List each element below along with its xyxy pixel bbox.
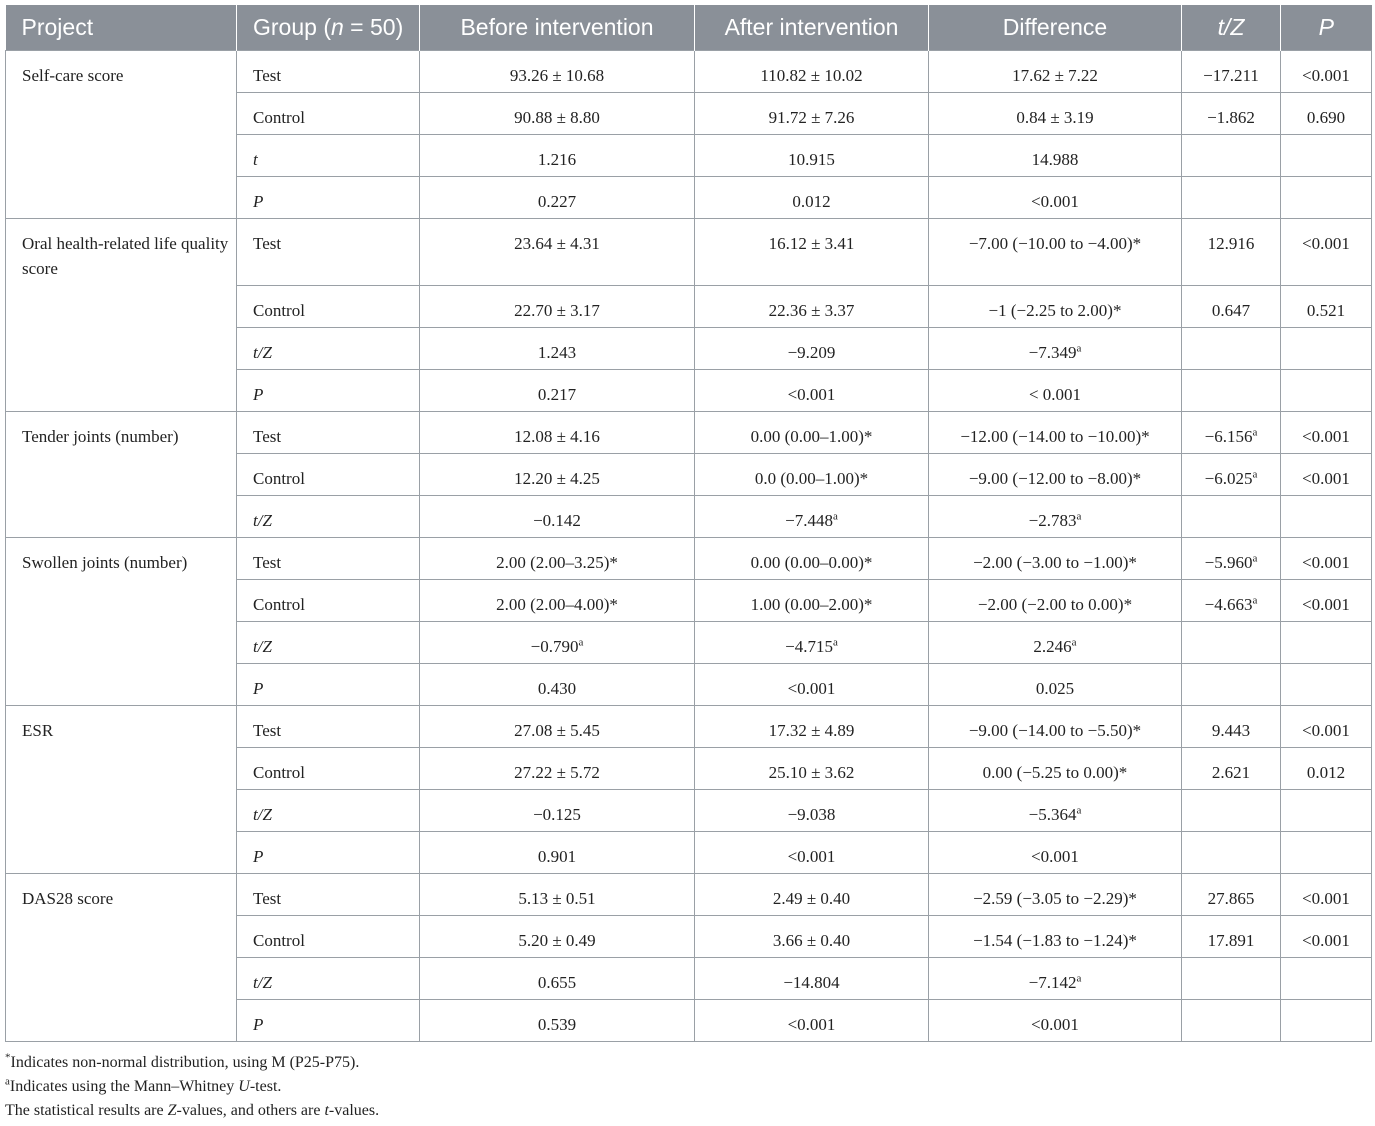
- tz-cell: [1182, 177, 1281, 219]
- tz-value: −6.025: [1204, 469, 1253, 488]
- before-cell: [420, 1000, 695, 1042]
- diff-cell: [929, 622, 1182, 664]
- tz-cell: [1182, 286, 1281, 328]
- before-cell: [420, 958, 695, 1000]
- group-value: Test: [253, 553, 282, 572]
- before-value: 27.08 ± 5.45: [514, 721, 600, 740]
- after-value: 0.00 (0.00–1.00)*: [750, 427, 873, 446]
- before-cell: [420, 580, 695, 622]
- table-row: [6, 51, 1372, 93]
- tz-cell: [1182, 496, 1281, 538]
- diff-value: −9.00 (−12.00 to −8.00)*: [968, 469, 1142, 488]
- diff-cell: [929, 177, 1182, 219]
- before-value: 93.26 ± 10.68: [509, 66, 605, 85]
- after-cell: [695, 706, 929, 748]
- tz-cell: [1182, 790, 1281, 832]
- diff-value: −7.00 (−10.00 to −4.00)*: [968, 234, 1142, 253]
- p-cell: [1281, 748, 1372, 790]
- before-value: 23.64 ± 4.31: [514, 234, 600, 253]
- before-value: 0.217: [537, 385, 577, 404]
- before-value: 2.00 (2.00–4.00)*: [496, 595, 618, 614]
- before-value: −0.125: [533, 805, 581, 824]
- diff-value: 2.246: [1033, 637, 1072, 656]
- tz-value: −1.862: [1207, 108, 1255, 127]
- footnote-a: $^a$Indicates using the Mann–Whitney U-test.: [5, 1075, 282, 1095]
- before-cell: [420, 538, 695, 580]
- before-cell: [420, 93, 695, 135]
- table-footnotes: [5, 1051, 379, 1123]
- diff-cell: [929, 51, 1182, 93]
- group-value: Control: [253, 108, 305, 127]
- tz-cell: [1182, 832, 1281, 874]
- header-row: [6, 5, 1372, 51]
- after-cell: [695, 538, 929, 580]
- superscript-mark: a: [1252, 426, 1258, 439]
- superscript-mark: a: [1076, 972, 1082, 985]
- before-value: 5.13 ± 0.51: [518, 889, 596, 908]
- after-cell: [695, 219, 929, 286]
- before-cell: [420, 135, 695, 177]
- p-cell: [1281, 454, 1372, 496]
- after-cell: [695, 664, 929, 706]
- after-cell: [695, 580, 929, 622]
- group-value: P: [253, 1015, 264, 1034]
- diff-cell: [929, 454, 1182, 496]
- before-value: 5.20 ± 0.49: [518, 931, 596, 950]
- before-cell: [420, 177, 695, 219]
- project-label: Self-care score: [22, 66, 124, 85]
- p-value: <0.001: [1302, 469, 1350, 488]
- after-value: 10.915: [788, 150, 835, 169]
- p-value: <0.001: [1302, 595, 1350, 614]
- header-p: P: [1281, 5, 1372, 51]
- after-value: 25.10 ± 3.62: [768, 763, 855, 782]
- after-value: −4.715: [785, 637, 833, 656]
- before-value: −0.142: [533, 511, 581, 530]
- project-cell: [6, 538, 237, 706]
- diff-cell: [929, 93, 1182, 135]
- diff-value: <0.001: [1031, 847, 1079, 866]
- tz-cell: [1182, 748, 1281, 790]
- diff-value: −9.00 (−14.00 to −5.50)*: [968, 721, 1142, 740]
- group-cell: [237, 135, 420, 177]
- diff-value: −12.00 (−14.00 to −10.00)*: [960, 427, 1150, 446]
- project-cell: [6, 51, 237, 219]
- p-cell: [1281, 219, 1372, 286]
- superscript-mark: a: [1252, 552, 1258, 565]
- before-value: 12.08 ± 4.16: [514, 427, 600, 446]
- group-cell: [237, 412, 420, 454]
- table-row: [6, 538, 1372, 580]
- group-value: t/Z: [253, 973, 272, 992]
- after-cell: [695, 790, 929, 832]
- group-cell: [237, 496, 420, 538]
- project-cell: [6, 412, 237, 538]
- diff-cell: [929, 286, 1182, 328]
- p-cell: [1281, 832, 1372, 874]
- tz-cell: [1182, 706, 1281, 748]
- after-value: −9.209: [787, 343, 836, 362]
- diff-cell: [929, 832, 1182, 874]
- after-value: 3.66 ± 0.40: [772, 931, 851, 950]
- superscript-mark: a: [1252, 468, 1258, 481]
- tz-cell: [1182, 135, 1281, 177]
- project-label: Oral health-related life quality score: [22, 234, 229, 278]
- p-cell: [1281, 93, 1372, 135]
- p-value: <0.001: [1302, 66, 1350, 85]
- after-value: 22.36 ± 3.37: [768, 301, 855, 320]
- header-group: Group (n = 50): [237, 5, 420, 51]
- before-cell: [420, 328, 695, 370]
- diff-cell: [929, 664, 1182, 706]
- header-after: After intervention: [695, 5, 929, 51]
- before-cell: [420, 874, 695, 916]
- group-cell: [237, 328, 420, 370]
- group-value: Control: [253, 595, 305, 614]
- group-value: Control: [253, 301, 305, 320]
- after-cell: [695, 93, 929, 135]
- after-cell: [695, 370, 929, 412]
- footnote-values: The statistical results are Z-values, and others are t-values.: [5, 1102, 380, 1119]
- group-value: t/Z: [253, 343, 272, 362]
- superscript-mark: a: [1076, 342, 1082, 355]
- p-value: <0.001: [1302, 234, 1350, 253]
- p-cell: [1281, 538, 1372, 580]
- results-table: [5, 5, 1372, 1042]
- diff-value: 0.025: [1035, 679, 1075, 698]
- before-value: 12.20 ± 4.25: [514, 469, 600, 488]
- diff-value: −2.00 (−3.00 to −1.00)*: [973, 553, 1137, 572]
- tz-cell: [1182, 51, 1281, 93]
- p-cell: [1281, 412, 1372, 454]
- diff-value: −1 (−2.25 to 2.00)*: [988, 301, 1122, 320]
- diff-value: −1.54 (−1.83 to −1.24)*: [973, 931, 1137, 950]
- tz-value: −4.663: [1204, 595, 1253, 614]
- after-value: <0.001: [787, 1015, 836, 1034]
- group-cell: [237, 1000, 420, 1042]
- header-difference: Difference: [929, 5, 1182, 51]
- after-value: 1.00 (0.00–2.00)*: [750, 595, 873, 614]
- after-cell: [695, 1000, 929, 1042]
- table-row: [6, 412, 1372, 454]
- diff-value: −2.783: [1028, 511, 1077, 530]
- diff-value: 14.988: [1031, 150, 1079, 169]
- before-cell: [420, 51, 695, 93]
- table-row: [6, 219, 1372, 286]
- after-cell: [695, 874, 929, 916]
- after-value: 16.12 ± 3.41: [768, 234, 855, 253]
- diff-value: < 0.001: [1028, 385, 1082, 404]
- tz-cell: [1182, 370, 1281, 412]
- group-value: t/Z: [253, 637, 272, 656]
- tz-value: 27.865: [1207, 889, 1255, 908]
- before-cell: [420, 832, 695, 874]
- p-value: 0.012: [1306, 763, 1346, 782]
- diff-cell: [929, 496, 1182, 538]
- before-cell: [420, 664, 695, 706]
- after-cell: [695, 832, 929, 874]
- before-cell: [420, 496, 695, 538]
- p-cell: [1281, 1000, 1372, 1042]
- after-cell: [695, 454, 929, 496]
- header-before: Before intervention: [420, 5, 695, 51]
- table-row: [6, 706, 1372, 748]
- p-value: 0.521: [1306, 301, 1346, 320]
- group-value: t: [253, 150, 258, 169]
- before-value: 1.243: [537, 343, 577, 362]
- p-cell: [1281, 874, 1372, 916]
- before-value: 0.901: [537, 847, 577, 866]
- p-cell: [1281, 580, 1372, 622]
- diff-cell: [929, 1000, 1182, 1042]
- p-cell: [1281, 622, 1372, 664]
- p-cell: [1281, 51, 1372, 93]
- group-value: Test: [253, 721, 282, 740]
- before-cell: [420, 454, 695, 496]
- after-value: 2.49 ± 0.40: [772, 889, 851, 908]
- p-cell: [1281, 790, 1372, 832]
- diff-cell: [929, 219, 1182, 286]
- project-label: ESR: [22, 721, 54, 740]
- diff-cell: [929, 580, 1182, 622]
- before-value: 0.655: [537, 973, 577, 992]
- header-tz: t/Z: [1182, 5, 1281, 51]
- group-value: Control: [253, 931, 305, 950]
- group-value: Test: [253, 66, 282, 85]
- project-cell: [6, 874, 237, 1042]
- results-table-container: [5, 5, 1371, 1042]
- diff-value: <0.001: [1031, 1015, 1079, 1034]
- tz-value: −17.211: [1203, 66, 1259, 85]
- p-cell: [1281, 286, 1372, 328]
- group-value: Test: [253, 234, 282, 253]
- after-cell: [695, 748, 929, 790]
- diff-cell: [929, 412, 1182, 454]
- after-value: 0.012: [792, 192, 831, 211]
- p-cell: [1281, 496, 1372, 538]
- before-cell: [420, 219, 695, 286]
- tz-value: 2.621: [1211, 763, 1251, 782]
- tz-cell: [1182, 622, 1281, 664]
- tz-cell: [1182, 219, 1281, 286]
- p-cell: [1281, 664, 1372, 706]
- p-cell: [1281, 370, 1372, 412]
- tz-value: 9.443: [1211, 721, 1251, 740]
- before-cell: [420, 370, 695, 412]
- p-cell: [1281, 135, 1372, 177]
- group-cell: [237, 580, 420, 622]
- diff-value: <0.001: [1031, 192, 1079, 211]
- after-value: 0.00 (0.00–0.00)*: [750, 553, 873, 572]
- before-cell: [420, 286, 695, 328]
- superscript-mark: a: [1252, 594, 1258, 607]
- before-value: 1.216: [537, 150, 577, 169]
- group-value: Control: [253, 763, 305, 782]
- project-label: DAS28 score: [22, 889, 114, 908]
- before-value: 90.88 ± 8.80: [514, 108, 600, 127]
- after-cell: [695, 286, 929, 328]
- before-value: −0.790: [530, 637, 579, 656]
- group-cell: [237, 916, 420, 958]
- superscript-mark: a: [832, 510, 838, 523]
- p-cell: [1281, 916, 1372, 958]
- header-project: Project: [6, 5, 237, 51]
- after-value: 17.32 ± 4.89: [768, 721, 855, 740]
- table-row: [6, 874, 1372, 916]
- tz-value: 17.891: [1207, 931, 1255, 950]
- group-cell: [237, 874, 420, 916]
- after-cell: [695, 135, 929, 177]
- group-value: t/Z: [253, 805, 272, 824]
- diff-cell: [929, 790, 1182, 832]
- diff-value: −2.00 (−2.00 to 0.00)*: [977, 595, 1133, 614]
- diff-cell: [929, 958, 1182, 1000]
- p-cell: [1281, 328, 1372, 370]
- tz-cell: [1182, 93, 1281, 135]
- before-value: 2.00 (2.00–3.25)*: [496, 553, 618, 572]
- p-value: <0.001: [1302, 721, 1350, 740]
- group-cell: [237, 664, 420, 706]
- diff-cell: [929, 874, 1182, 916]
- tz-cell: [1182, 958, 1281, 1000]
- diff-cell: [929, 328, 1182, 370]
- before-cell: [420, 790, 695, 832]
- before-value: 0.430: [537, 679, 577, 698]
- group-cell: [237, 958, 420, 1000]
- before-cell: [420, 748, 695, 790]
- group-cell: [237, 454, 420, 496]
- superscript-mark: a: [578, 636, 584, 649]
- group-cell: [237, 370, 420, 412]
- group-value: P: [253, 385, 264, 404]
- before-cell: [420, 622, 695, 664]
- after-value: <0.001: [787, 385, 836, 404]
- group-value: Control: [253, 469, 305, 488]
- table-body: [6, 51, 1372, 1042]
- after-value: −14.804: [783, 973, 840, 992]
- diff-value: −5.364: [1028, 805, 1077, 824]
- before-cell: [420, 412, 695, 454]
- group-cell: [237, 93, 420, 135]
- tz-value: −6.156: [1204, 427, 1253, 446]
- diff-cell: [929, 135, 1182, 177]
- tz-cell: [1182, 538, 1281, 580]
- group-cell: [237, 790, 420, 832]
- group-cell: [237, 832, 420, 874]
- superscript-mark: a: [1076, 510, 1082, 523]
- group-value: t/Z: [253, 511, 272, 530]
- p-cell: [1281, 177, 1372, 219]
- tz-cell: [1182, 454, 1281, 496]
- diff-value: −7.349: [1028, 343, 1077, 362]
- group-value: P: [253, 847, 264, 866]
- after-value: 110.82 ± 10.02: [760, 66, 863, 85]
- tz-cell: [1182, 874, 1281, 916]
- superscript-mark: a: [1071, 636, 1077, 649]
- tz-value: −5.960: [1204, 553, 1253, 572]
- before-cell: [420, 916, 695, 958]
- after-cell: [695, 177, 929, 219]
- footnote-asterisk: *Indicates non-normal distribution, using M (P25-P75).: [5, 1051, 360, 1071]
- tz-cell: [1182, 328, 1281, 370]
- diff-cell: [929, 706, 1182, 748]
- group-value: Test: [253, 427, 282, 446]
- p-value: <0.001: [1302, 427, 1350, 446]
- after-value: 0.0 (0.00–1.00)*: [754, 469, 869, 488]
- before-cell: [420, 706, 695, 748]
- diff-cell: [929, 370, 1182, 412]
- after-cell: [695, 622, 929, 664]
- project-cell: [6, 706, 237, 874]
- before-value: 27.22 ± 5.72: [514, 763, 600, 782]
- after-cell: [695, 412, 929, 454]
- after-value: <0.001: [787, 847, 836, 866]
- group-cell: [237, 219, 420, 286]
- diff-cell: [929, 538, 1182, 580]
- tz-cell: [1182, 580, 1281, 622]
- superscript-mark: a: [1076, 804, 1082, 817]
- project-label: Tender joints (number): [22, 427, 179, 446]
- group-cell: [237, 538, 420, 580]
- diff-value: −7.142: [1028, 973, 1077, 992]
- before-value: 0.227: [537, 192, 577, 211]
- p-value: <0.001: [1302, 889, 1350, 908]
- tz-cell: [1182, 412, 1281, 454]
- project-label: Swollen joints (number): [22, 553, 188, 572]
- group-cell: [237, 748, 420, 790]
- group-cell: [237, 286, 420, 328]
- group-value: Test: [253, 889, 282, 908]
- group-cell: [237, 706, 420, 748]
- after-value: −7.448: [785, 511, 833, 530]
- before-value: 22.70 ± 3.17: [514, 301, 600, 320]
- after-cell: [695, 496, 929, 538]
- after-value: <0.001: [787, 679, 836, 698]
- tz-cell: [1182, 664, 1281, 706]
- project-cell: [6, 219, 237, 412]
- tz-value: 0.647: [1211, 301, 1251, 320]
- group-cell: [237, 622, 420, 664]
- diff-cell: [929, 748, 1182, 790]
- group-value: P: [253, 679, 264, 698]
- diff-value: 0.84 ± 3.19: [1016, 108, 1094, 127]
- after-value: 91.72 ± 7.26: [768, 108, 855, 127]
- p-value: 0.690: [1306, 108, 1346, 127]
- group-cell: [237, 177, 420, 219]
- diff-value: 17.62 ± 7.22: [1012, 66, 1098, 85]
- group-cell: [237, 51, 420, 93]
- p-value: <0.001: [1302, 931, 1350, 950]
- before-value: 0.539: [537, 1015, 577, 1034]
- tz-value: 12.916: [1207, 234, 1255, 253]
- p-cell: [1281, 706, 1372, 748]
- p-cell: [1281, 958, 1372, 1000]
- p-value: <0.001: [1302, 553, 1350, 572]
- after-cell: [695, 958, 929, 1000]
- diff-value: 0.00 (−5.25 to 0.00)*: [982, 763, 1128, 782]
- after-value: −9.038: [787, 805, 836, 824]
- after-cell: [695, 328, 929, 370]
- tz-cell: [1182, 1000, 1281, 1042]
- tz-cell: [1182, 916, 1281, 958]
- after-cell: [695, 916, 929, 958]
- group-value: P: [253, 192, 264, 211]
- diff-value: −2.59 (−3.05 to −2.29)*: [973, 889, 1137, 908]
- diff-cell: [929, 916, 1182, 958]
- superscript-mark: a: [832, 636, 838, 649]
- after-cell: [695, 51, 929, 93]
